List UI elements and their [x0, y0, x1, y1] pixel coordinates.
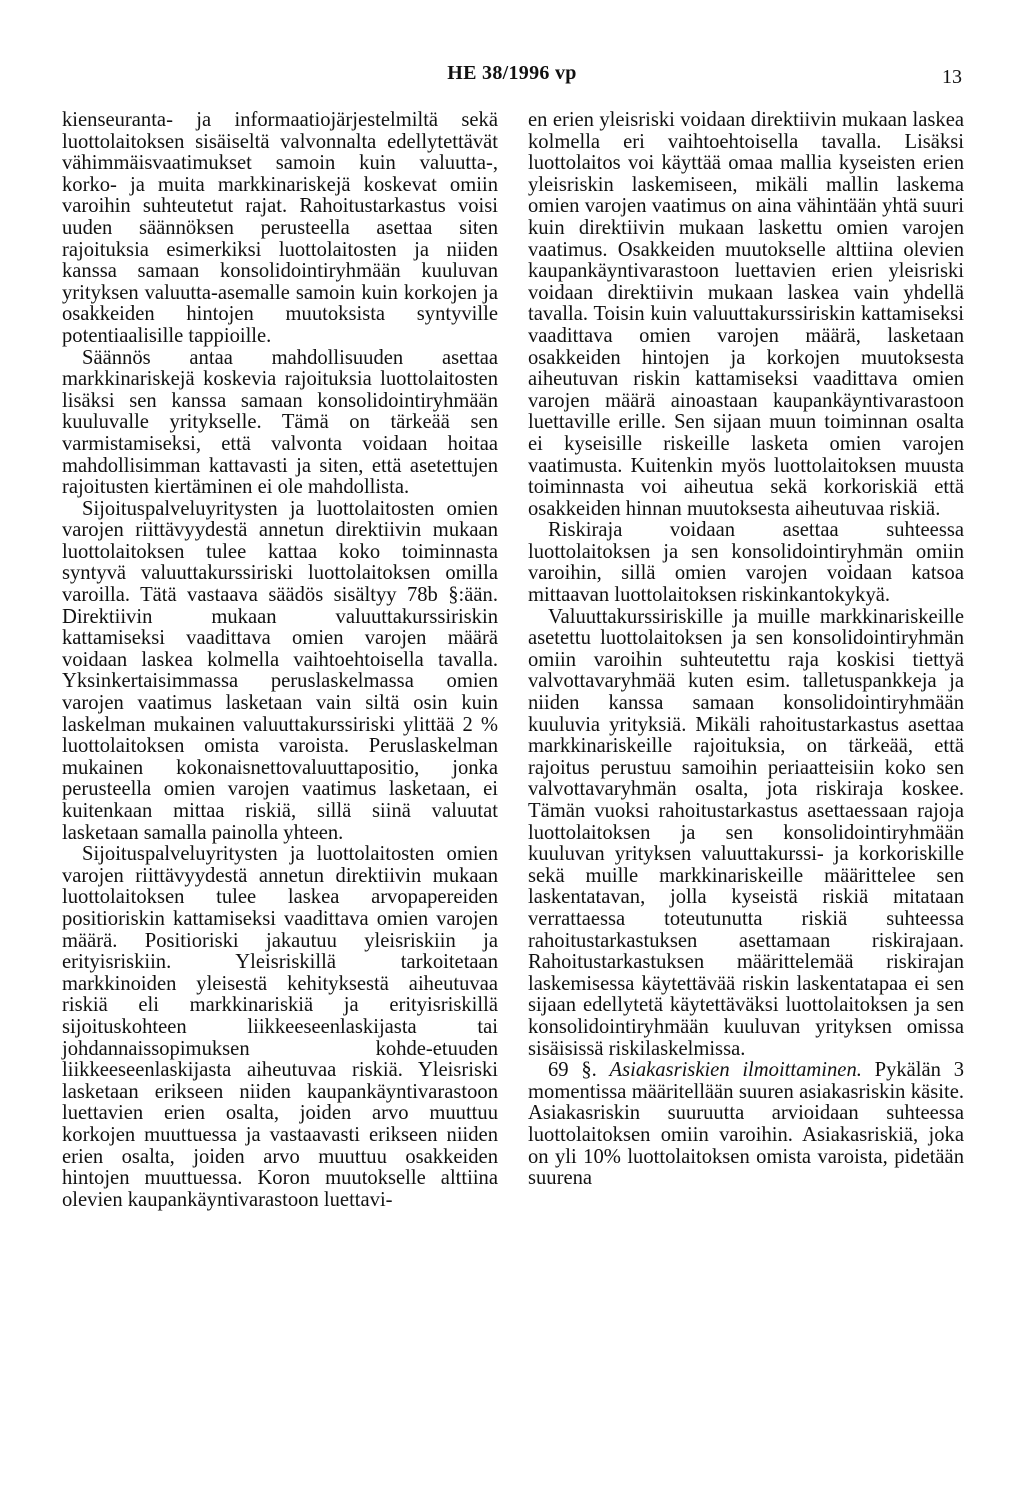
section-number: 69 §.: [548, 1059, 610, 1082]
paragraph-text: Pykälän 3 momentissa määritellään suuren asiakasriskin käsite. Asiakasriskin suuruutta arvioidaan suhteessa luottolaitoksen omiin varoihin. Asiakasriskiä, joka on yli 10% luottolaitoksen omista varoista, pidetään suurena: [528, 1059, 964, 1190]
paragraph: Valuuttakurssiriskille ja muille markkinariskeille asetettu luottolaitoksen ja sen konsolidointiryhmän omiin varoihin suhteutettu raja koskisi tiettyä valvottavaryhmää kuten esim. talletuspankkeja ja niiden kanssa samaan konsolidointiryhmään kuuluvia yrityksiä. Mikäli rahoitustarkastus asettaa markkinariskeille rajoituksia, on tärkeää, että rajoitus perustuu samoihin periaatteisiin koko sen valvottavaryhmän osalta, jota riskiraja koskee. Tämän vuoksi rahoitustarkastus asettaessaan rajoja luottolaitoksen ja sen konsolidointiryhmään kuuluvan yrityksen valuuttakurssi- ja korkoriskille sekä muille markkinariskeille määrittelee sen laskentatavan, jolla kyseistä riskiä mitataan verrattaessa toteutunutta riskiä suhteessa rahoitustarkastuksen asettamaan riskirajaan. Rahoitustarkastuksen määrittelemää riskirajan laskemisessa käytettävää riskin laskentatapaa ei sen sijaan edellytetä käytettäväksi luottolaitoksen ja sen konsolidointiryhmään kuuluvan yrityksen omissa sisäisissä riskilaskelmissa.: [528, 605, 964, 1060]
section-paragraph: [528, 1060, 964, 1190]
page-number: 13: [942, 66, 962, 88]
paragraph: Sijoituspalveluyritysten ja luottolaitosten omien varojen riittävyydestä annetun direktiivin mukaan luottolaitoksen tulee laskea arvopapereiden positioriskin kattamiseksi vaadittava omien varojen määrä. Positioriski jakautuu yleisriskiin ja erityisriskiin. Yleisriskillä tarkoitetaan markkinoiden yleisestä kehityksestä aiheutuvaa riskiä eli markkinariskiä ja erityisriskillä sijoituskohteen liikkeeseenlaskijasta tai johdannaissopimuksen kohde-etuuden liikkeeseenlaskijasta aiheutuvaa riskiä. Yleisriski lasketaan erikseen niiden kaupankäyntivarastoon luettavien erien osalta, joiden arvo muuttuu korkojen muuttuessa ja vastaavasti erikseen niiden erien osalta, joiden arvo muuttuu osakkeiden hintojen muuttuessa. Koron muutokselle alttiina olevien kaupankäyntivarastoon luettavi-: [62, 843, 498, 1211]
page-header: [0, 62, 1024, 92]
right-column: [528, 110, 964, 1190]
paragraph: Sijoituspalveluyritysten ja luottolaitosten omien varojen riittävyydestä annetun direktiivin mukaan luottolaitoksen tulee kattaa koko toiminnasta syntyvä valuuttakurssiriski luottolaitoksen omilla varoilla. Tätä vastaava säädös sisältyy 78b §:ään. Direktiivin mukaan valuuttakurssiriskin kattamiseksi vaadittava omien varojen määrä voidaan laskea kolmella vaihtoehtoisella tavalla. Yksinkertaisimmassa peruslaskelmassa omien varojen vaatimus lasketaan vain siltä osin kuin laskelman mukainen valuuttakurssiriski ylittää 2 % luottolaitoksen omista varoista. Peruslaskelman mukainen kokonaisnettovaluuttapositio, jonka perusteella omien varojen vaatimus lasketaan, ei kuitenkaan mittaa riskiä, sillä siinä valuutat lasketaan samalla painolla yhteen.: [62, 497, 498, 844]
paragraph: en erien yleisriski voidaan direktiivin mukaan laskea kolmella eri vaihtoehtoisella tavalla. Lisäksi luottolaitos voi käyttää omaa mallia kyseisten erien yleisriskin laskemiseen, mikäli mallin laskema omien varojen vaatimus on aina vähintään yhtä suuri kuin direktiivin mukaan laskettu omien varojen vaatimus. Osakkeiden muutokselle alttiina olevien kaupankäyntivarastoon luettavien erien yleisriski voidaan direktiivin mukaan laskea vain yhdellä tavalla. Toisin kuin valuuttakurssiriskin kattamiseksi vaadittava omien varojen määrä, lasketaan osakkeiden hintojen ja korkojen muutoksesta aiheutuvan riskin kattamiseksi vaadittava omien varojen määrä ainoastaan kaupankäyntivarastoon luettaville erille. Sen sijaan muun toiminnan osalta ei kyseisille riskeille lasketa omien varojen vaatimusta. Kuitenkin myös luottolaitoksen muusta toiminnasta voi aiheutua sekä korkoriskiä että osakkeiden hinnan muutoksesta aiheutuvaa riskiä.: [528, 109, 964, 520]
document-id: HE 38/1996 vp: [447, 62, 577, 84]
section-title: Asiakasriskien ilmoittaminen.: [609, 1059, 862, 1082]
paragraph: kienseuranta- ja informaatiojärjestelmiltä sekä luottolaitoksen sisäiseltä valvonnalta edellytettävät vähimmäisvaatimukset samoin kuin valuutta-, korko- ja muita markkinariskejä koskevat omiin varoihin suhteutetut rajat. Rahoitustarkastus voisi uuden säännöksen perusteella asettaa siten rajoituksia esimerkiksi luottolaitosten ja niiden kanssa samaan konsolidointiryhmään kuuluvan yrityksen valuutta-asemalle samoin kuin korkojen ja osakkeiden hintojen muutoksista syntyville potentiaalisille tappioille.: [62, 109, 498, 347]
left-column: [62, 110, 498, 1211]
paragraph: Säännös antaa mahdollisuuden asettaa markkinariskejä koskevia rajoituksia luottolaitosten lisäksi sen kanssa samaan konsolidointiryhmään kuuluvalle yritykselle. Tämä on tärkeää sen varmistamiseksi, että valvonta voidaan hoitaa mahdollisimman kattavasti ja siten, että asetettujen rajoitusten kiertäminen ei ole mahdollista.: [62, 346, 498, 499]
paragraph: Riskiraja voidaan asettaa suhteessa luottolaitoksen ja sen konsolidointiryhmän omiin varoihin, sillä omien varojen voidaan katsoa mittaavan luottolaitoksen riskinkantokykyä.: [528, 519, 964, 607]
